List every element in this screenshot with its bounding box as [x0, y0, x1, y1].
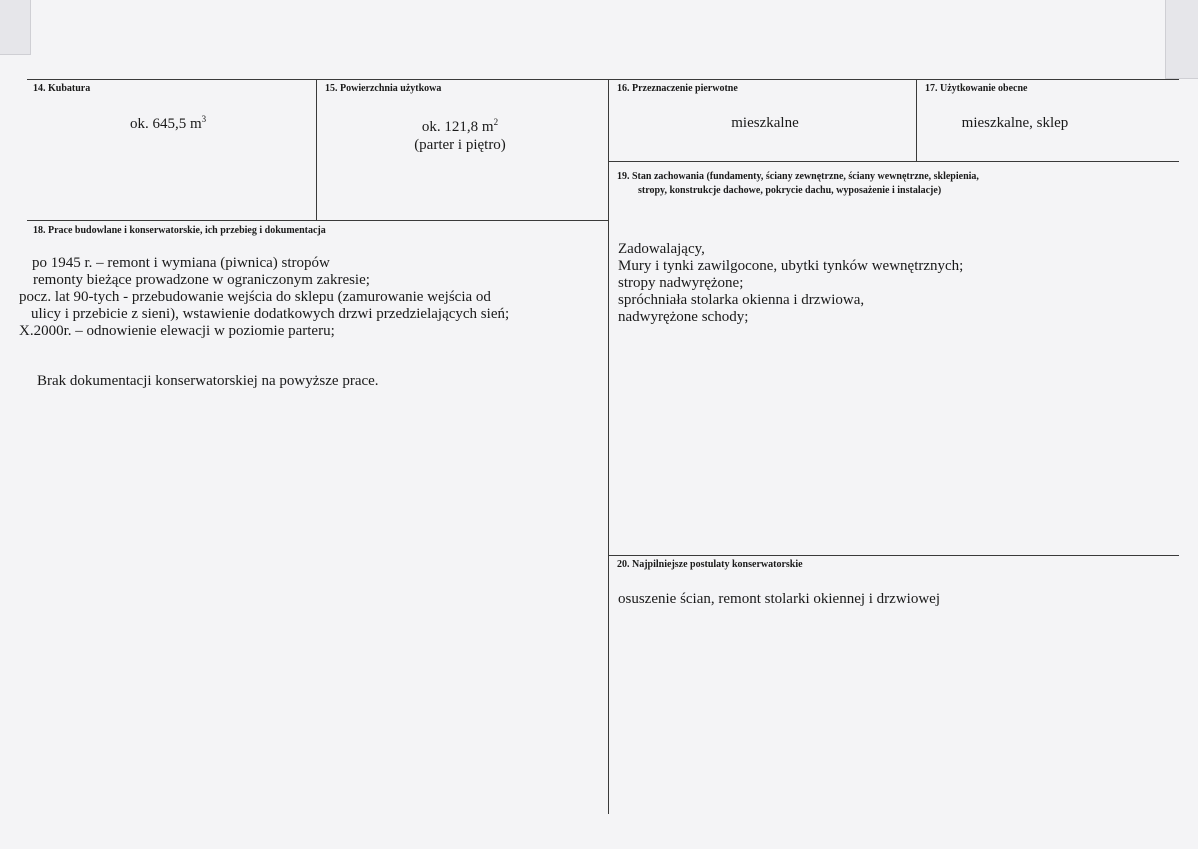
field-15-note: (parter i piętro) [414, 137, 506, 153]
divider-14-15 [316, 79, 317, 221]
field-17-label: 17. Użytkowanie obecne [925, 83, 1028, 94]
field-16-label: 16. Przeznaczenie pierwotne [617, 83, 738, 94]
field-19-label-line1: 19. Stan zachowania (fundamenty, ściany zewnętrzne, ściany wewnętrzne, sklepienia, [617, 171, 979, 182]
field-18-line: remonty bieżące prowadzone w ograniczonym zakresie; [33, 272, 370, 288]
field-14-number: ok. 645,5 m [130, 116, 202, 132]
field-14-value [130, 116, 206, 133]
page-tab-left [0, 0, 31, 55]
field-14-exponent: 3 [201, 114, 207, 124]
top-border-line [27, 79, 1179, 80]
field-19-line: stropy nadwyrężone; [618, 275, 744, 291]
field-16-value: mieszkalne [731, 115, 799, 131]
field-18-note: Brak dokumentacji konserwatorskiej na powyższe prace. [37, 373, 379, 389]
field-19-text [618, 241, 963, 326]
field-19-line: Mury i tynki zawilgocone, ubytki tynków wewnętrznych; [618, 258, 964, 274]
line-above-18 [27, 220, 608, 221]
field-19-label-line2: stropy, konstrukcje dachowe, pokrycie dachu, wyposażenie i instalacje) [638, 185, 942, 196]
field-20-label: 20. Najpilniejsze postulaty konserwatorskie [617, 559, 803, 570]
field-19-line: Zadowalający, [618, 241, 705, 257]
field-14-label: 14. Kubatura [33, 83, 91, 94]
line-above-19 [608, 161, 1179, 162]
field-15-exponent: 2 [493, 117, 499, 127]
field-18-line: X.2000r. – odnowienie elewacji w poziomie parteru; [19, 323, 335, 339]
field-19-line: nadwyrężone schody; [618, 309, 749, 325]
line-above-20 [608, 555, 1179, 556]
field-20-value: osuszenie ścian, remont stolarki okiennej i drzwiowej [618, 591, 940, 607]
field-15-number: ok. 121,8 m [421, 119, 494, 135]
field-18-text [19, 255, 510, 340]
field-18-label: 18. Prace budowlane i konserwatorskie, ich przebieg i dokumentacja [33, 225, 326, 236]
page-tab-right [1165, 0, 1198, 79]
field-17-value: mieszkalne, sklep [961, 115, 1069, 131]
center-divider [608, 79, 609, 814]
field-18-line: ulicy i przebicie z sieni), wstawienie dodatkowych drzwi przedzielających sień; [31, 306, 510, 322]
field-18-line: pocz. lat 90-tych - przebudowanie wejścia do sklepu (zamurowanie wejścia od [19, 289, 491, 305]
divider-16-17 [916, 79, 917, 161]
field-15-label: 15. Powierzchnia użytkowa [325, 83, 442, 94]
field-18-line: po 1945 r. – remont i wymiana (piwnica) stropów [32, 255, 330, 271]
field-15-value [380, 119, 540, 136]
field-19-line: spróchniała stolarka okienna i drzwiowa, [618, 292, 865, 308]
